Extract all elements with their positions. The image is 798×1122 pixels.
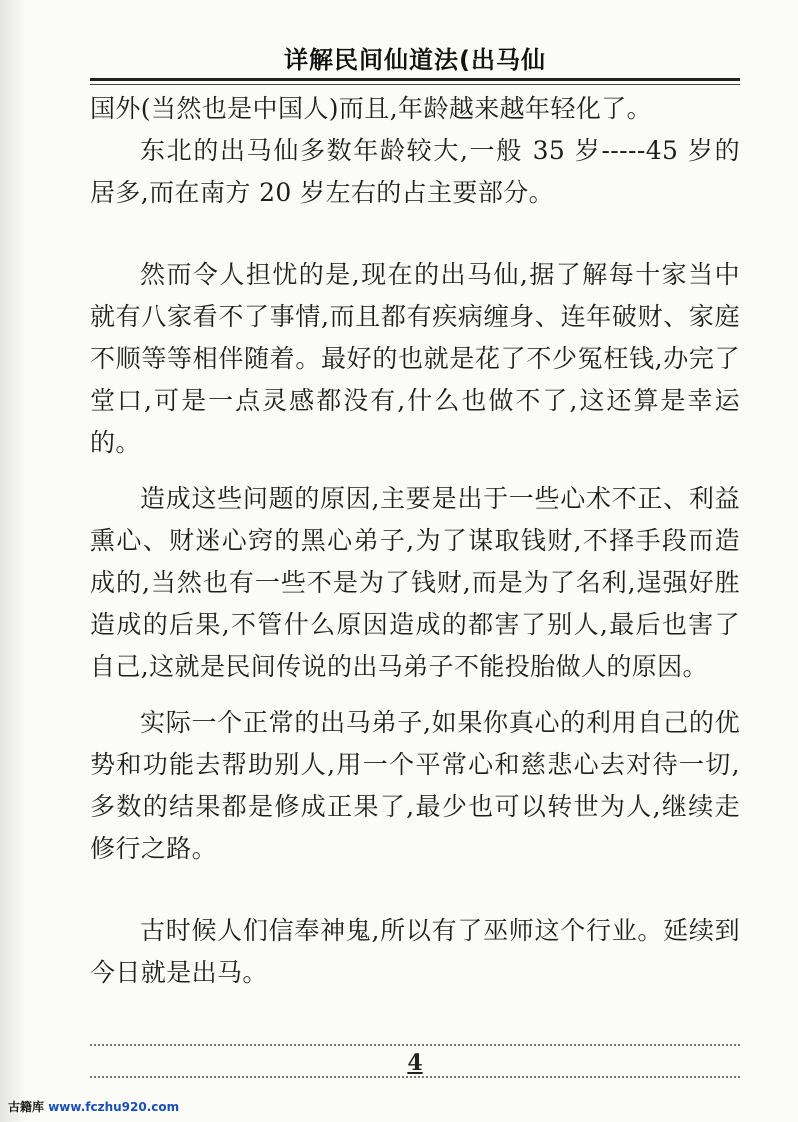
header-rule — [90, 78, 740, 81]
paragraph-6: 古时候人们信奉神鬼,所以有了巫师这个行业。延续到今日就是出马。 — [90, 916, 740, 987]
scan-edge-shadow — [0, 0, 26, 1122]
paragraph-1: 国外(当然也是中国人)而且,年龄越来越年轻化了。 — [90, 94, 653, 123]
header-rule-thin — [90, 84, 740, 85]
page-footer — [90, 1040, 740, 1080]
page-number: 4 — [407, 1050, 423, 1076]
site-watermark — [8, 1098, 179, 1115]
paragraph-2: 东北的出马仙多数年龄较大,一般 35 岁-----45 岁的居多,而在南方 20 岁左右的占主要部分。 — [90, 136, 740, 207]
watermark-site: www.fczhu920.com — [48, 1100, 180, 1114]
paragraph-5: 实际一个正常的出马弟子,如果你真心的利用自己的优势和功能去帮助别人,用一个平常心和慈悲心去对待一切,多数的结果都是修成正果了,最少也可以转世为人,继续走修行之路。 — [90, 708, 740, 863]
footer-dotted-rule-top — [90, 1044, 740, 1046]
header-title: 详解民间仙道法(出马仙 — [284, 46, 546, 74]
watermark-label: 古籍库 — [8, 1100, 45, 1114]
paragraph-4: 造成这些问题的原因,主要是出于一些心术不正、利益熏心、财迷心窍的黑心弟子,为了谋取钱财,不择手段而造成的,当然也有一些不是为了钱财,而是为了名利,逞强好胜造成的后果,不管什么原因造成的都害了别人,最后也害了自己,这就是民间传说的出马弟子不能投胎做人的原因。 — [90, 484, 740, 681]
footer-dotted-rule-bottom — [90, 1076, 740, 1078]
running-header — [90, 38, 740, 78]
paragraph-3: 然而令人担忧的是,现在的出马仙,据了解每十家当中就有八家看不了事情,而且都有疾病缠身、连年破财、家庭不顺等等相伴随着。最好的也就是花了不少冤枉钱,办完了堂口,可是一点灵感都没有,什么也做不了,这还算是幸运的。 — [90, 260, 740, 457]
page-body — [90, 88, 740, 994]
